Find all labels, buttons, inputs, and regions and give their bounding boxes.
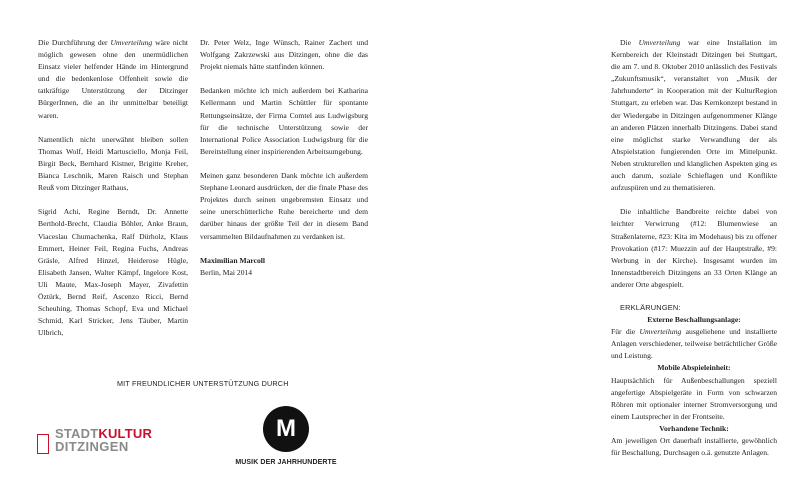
paragraph: Sigrid Achi, Regine Berndt, Dr. Annette Berthold-Brecht, Claudia Böhler, Anke Braun, Viaceslau Chumachenka, Ralf Dürholz, Klaus Emmert, Heiner Feil, Regina Fuchs, Andreas Gräsle, Alfred Hinzel, Heiderose Hügle, Elisabeth Jansen, Walter Kämpf, Ingelore Kost, Uli Maute, Max-Joseph Mayer, Zivafettin Öztürk, Bernd Reif, Ascenzo Ricci, Bernd Scheuhing, Thomas Schopf, Eva und Michael Schmid, Karl Stricker, Jens Täuber, Martin Ulbrich, bbox=[38, 207, 188, 338]
explanations-section bbox=[611, 302, 777, 459]
acknowledgements-column-1 bbox=[38, 37, 188, 351]
explanations-heading: ERKLÄRUNGEN: bbox=[620, 303, 681, 312]
explanation-text: Am jeweiligen Ort dauerhaft installierte, gewöhnlich für Beschallung, Durchsagen o.ä. genutzte Anlagen. bbox=[611, 436, 777, 458]
stadtkultur-ditzingen-logo bbox=[37, 426, 167, 456]
paragraph: Namentlich nicht unerwähnt bleiben sollen Thomas Wolf, Heidi Martusciello, Monja Feil, Birgit Beck, Bernhard Kistner, Brigitte Kreher, Bianca Leschnik, Maren Raisch und Stephan Reuß vom Ditzinger Rathaus, bbox=[38, 134, 188, 193]
logo-caption: MUSIK DER JAHRHUNDERTE bbox=[235, 459, 337, 466]
signature-place-date: Berlin, Mai 2014 bbox=[200, 267, 253, 277]
support-heading: MIT FREUNDLICHER UNTERSTÜTZUNG DURCH bbox=[117, 379, 289, 388]
project-description-column bbox=[611, 37, 777, 303]
logo-letter: M bbox=[276, 415, 296, 442]
paragraph: Meinen ganz besonderen Dank möchte ich außerdem Stephane Leonard ausdrücken, der die finale Phase des Projektes durch seinen ungebremsten Einsatz und seine unerschütterliche Ruhe bereicherte und dem darüber hinaus der größte Teil der in diesem Band versammelten Bildaufnahmen zu verdanken ist. bbox=[200, 171, 368, 241]
paragraph: Die Umverteilung war eine Installation im Kernbereich der Kleinstadt Ditzingen bei Stuttgart, die am 7. und 8. Oktober 2010 anlässlich des Festivals „Zukunftsmusik“, veranstaltet von „Musik der Jahrhunderte“ in Kooperation mit der KulturRegion Stuttgart, zu erleben war. Das Kernkonzept bestand in der Wiedergabe in Ditzingen aufgenommener Klänge an anderen Plätzen innerhalb Ditzingens. Dabei stand eine möglichst starke Verwandlung der als Abspielstation fungierenden Orte im Mittelpunkt. Neben strukturellen und klanglichen Aspekten ging es auch darum, soziale Schieflagen und Konflikte aufzuspüren und zu thematisieren. bbox=[611, 38, 777, 193]
paragraph: Die Durchführung der Umverteilung wäre nicht möglich gewesen ohne den unermüdlichen Einsatz vieler helfender Hände im Hintergrund und die bedenkenlose Offenheit sowie die tatkräftige Unterstützung der Ditzinger BürgerInnen, die an ihr unmittelbar beteiligt waren. bbox=[38, 38, 189, 120]
explanation-title: Externe Beschallungsanlage: bbox=[647, 315, 741, 325]
coat-of-arms-icon bbox=[37, 434, 49, 454]
paragraph: Bedanken möchte ich mich außerdem bei Katharina Kellermann und Martin Schüttler für spontante Rettungseinsätze, der Firma Comtel aus Ludwigsburg für die technische Unterstützung sowie der International Police Association Ludwigsburg für die Bereitstellung einer inspirierenden Arbeitsumgebung. bbox=[200, 86, 368, 156]
logo-line-1: STADTKULTUR bbox=[55, 426, 153, 441]
logo-line-2: DITZINGEN bbox=[55, 439, 129, 454]
explanation-title: Mobile Abspieleinheit: bbox=[657, 363, 731, 373]
explanation-text: Hauptsächlich für Außenbeschallungen speziell angefertige Abspielgeräte in Form von schwarzen Röhren mit optionaler interner Stromversorgung und einem Lautsprecher in der Frontseite. bbox=[611, 375, 777, 421]
paragraph: Dr. Peter Welz, Inge Wünsch, Rainer Zachert und Wolfgang Zakrzewski aus Ditzingen, ohne die das Projekt niemals hätte stattfinden können. bbox=[200, 38, 368, 72]
explanation-text: Für die Umverteilung ausgeliehene und installierte Anlagen verschiedener, teilweise beträchtlicher Größe und Leistung. bbox=[611, 327, 777, 361]
musik-der-jahrhunderte-logo bbox=[263, 406, 309, 452]
signature bbox=[200, 255, 368, 279]
paragraph: Die inhaltliche Bandbreite reichte dabei von leichter Verwirrung (#12: Blumenwiese an Straßenlaterne, #23: Kita im Modehaus) bis zu offener Provokation (#17: Muezzin auf der Hauptstraße, #9: Werbung in der Kirche). Insgesamt wurden im Innenstadtbereich Ditzingens an 33 Orten Klänge an anderer Orte abgespielt. bbox=[611, 207, 777, 289]
acknowledgements-column-2 bbox=[200, 37, 368, 279]
explanation-title: Vorhandene Technik: bbox=[659, 423, 729, 433]
signature-name: Maximilian Marcoll bbox=[200, 255, 266, 265]
